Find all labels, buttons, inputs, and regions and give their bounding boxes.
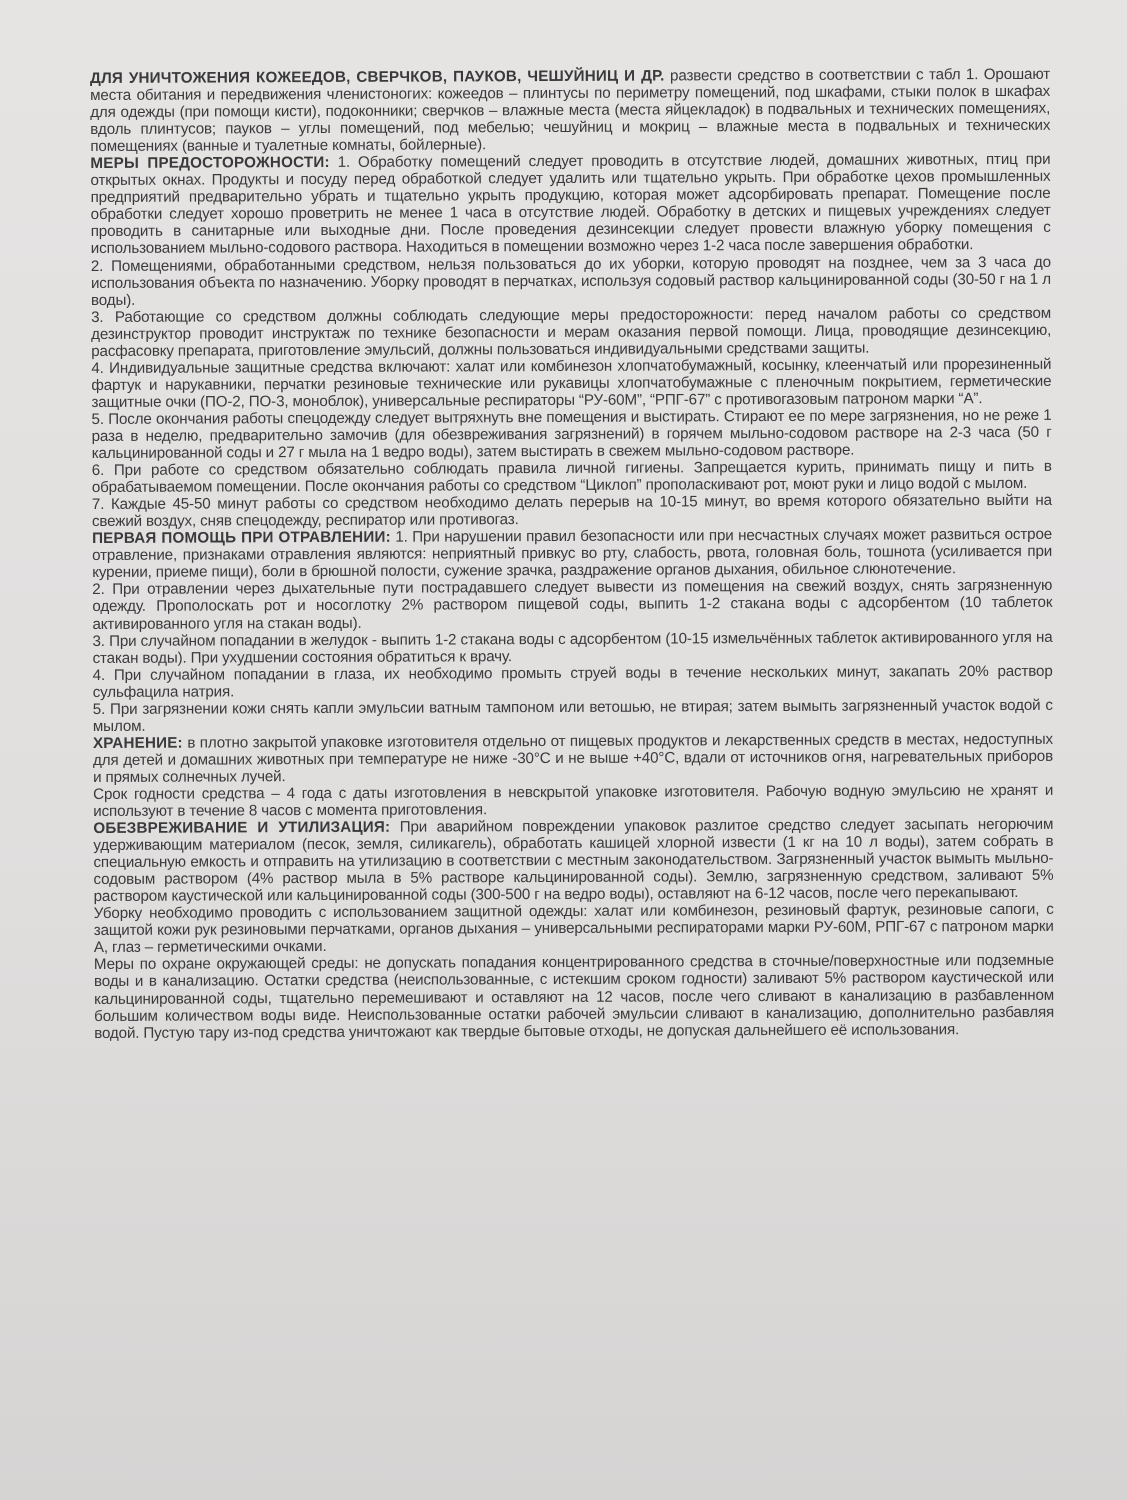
disposal-text: При аварийном повреждении упаковок разлитое средство следует засыпать негорючим удерживающим материалом (песок, земля, силикагель), обработать кашицей хлорной извести (1 кг на 10 л воды), затем собрать в специальную емкость и отправить на утилизацию в соответствии с местным законодательством. Загрязненный участок вымыть мыльно-содовым раствором (4% раствор мыла в 5% растворе кальцинированной соды). Землю, загрязненную средством, заливают 5% раствором каустической или кальцинированной соды (300-500 г на ведро воды), оставляют на 6-12 часов, после чего перекапывают. (93, 815, 1054, 906)
disposal-heading: ОБЕЗВРЕЖИВАНИЕ И УТИЛИЗАЦИЯ: (93, 818, 391, 838)
first-aid-item-1: 1. При нарушении правил безопасности или при несчастных случаях может развиться острое отравление, признаками отравления являются: неприятный привкус во рту, слабость, рвота, головная боль, тошнота (усиливается при курении, приеме пищи), боли в брюшной полости, сужение зрачка, раздражение органов дыхания, обильное слюнотечение. (92, 526, 1053, 582)
first-aid-item-3: 3. При случайном попадании в желудок - выпить 1-2 стакана воды с адсорбентом (10-15 измельчённых таблеток активированного угля на стакан воды). При ухудшении состояния обратиться к врачу. (92, 628, 1053, 667)
precautions-item-1: 1. Обработку помещений следует проводить в отсутствие людей, домашних животных, птиц при открытых окнах. Продукты и посуду перед обработкой следует удалить или тщательно укрыть. При обработке цехов промышленных предприятий предварительно убрать и тщательно укрыть продукцию, которая может адсорбировать препарат. Помещение после обработки следует хорошо проветрить не менее 1 часа в отсутствие людей. Обработку в детских и пищевых учреждениях следует проводить в санитарные или выходные дни. После проведения дезинсекции следует провести влажную уборку помещения с использованием мыльно-содового раствора. Находиться в помещении возможно через 1-2 часа после завершения обработки. (90, 151, 1051, 258)
storage-heading: ХРАНЕНИЕ: (92, 734, 183, 752)
shelf-life-paragraph: Срок годности средства – 4 года с даты изготовления в невскрытой упаковке изготовителя. Рабочую водную эмульсию не хранят и используют в течение 8 часов с момента приготовления. (93, 781, 1054, 821)
precautions-heading: МЕРЫ ПРЕДОСТОРОЖНОСТИ: (90, 154, 330, 173)
disposal-paragraph (93, 816, 1053, 905)
precautions-item-4: 4. Индивидуальные защитные средства включают: халат или комбинезон хлопчатобумажный, косынку, клеенчатый или прорезиненный фартук и нарукавники, перчатки резиновые технические или рукавицы хлопчатобумажные с пленочным покрытием, герметические защитные очки (ПО-2, ПО-3, моноблок), универсальные респираторы “РУ-60М”, “РПГ-67” с противогазовым патроном марки “А”. (91, 355, 1052, 411)
precautions-item-3: 3. Работающие со средством должны соблюдать следующие меры предосторожности: перед началом работы со средством дезинструктор проводит инструктаж по технике безопасности и мерам оказания первой помощи. Лица, проводящие дезинсекцию, расфасовку препарата, приготовление эмульсий, должны пользоваться индивидуальными средствами защиты. (91, 304, 1052, 360)
precautions-item-2: 2. Помещениями, обработанными средством, нельзя пользоваться до их уборки, которую проводят на позднее, чем за 3 часа до использования объекта по назначению. Уборку проводят в перчатках, используя содовый раствор кальцинированной соды (30-50 г на 1 л воды). (90, 253, 1051, 309)
precautions-item-6: 6. При работе со средством обязательно соблюдать правила личной гигиены. Запрещается курить, принимать пищу и пить в обрабатываемом помещении. После окончания работы со средством “Циклоп” прополаскивают рот, моют руки и лицо водой с мылом. (91, 457, 1052, 497)
precautions-item-5: 5. После окончания работы спецодежду следует вытряхнуть вне помещения и выстирать. Стирают ее по мере загрязнения, но не реже 1 раза в неделю, предварительно замочив (для обезвреживания загрязнений) в горячем мыльно-содовом растворе на 2-3 часа (50 г кальцинированной соды и 27 г мыла на 1 ведро воды), затем выстирать в свежем мыльно-содовом растворе. (91, 406, 1052, 463)
cleanup-paragraph: Уборку необходимо проводить с использованием защитной одежды: халат или комбинезон, резиновый фартук, резиновые сапоги, с защитой кожи рук резиновыми перчатками, органов дыхания – универсальными респираторами марки РУ-60М, РПГ-67 с патроном марки А, глаз – герметическими очками. (93, 901, 1054, 957)
intro-text: развести средство в соответствии с табл 1. Орошают места обитания и передвижения членистоногих: кожеедов – плинтусы по периметру помещений, под шкафами, стыки полок в шкафах для одежды (при помощи кисти), подоконники; сверчков – влажные места (места яйцекладок) в подвальных и технических помещениях, вдоль плинтусов; пауков – углы помещений, под мебелью; чешуйниц и мокриц – влажные места в подвальных и технических помещениях (ванные и туалетные комнаты, бойлерные). (90, 65, 1051, 156)
first-aid-item-4: 4. При случайном попадании в глаза, их необходимо промыть струей воды в течение нескольких минут, закапать 20% раствор сульфацила натрия. (92, 662, 1053, 701)
intro-paragraph (90, 66, 1050, 155)
precautions-paragraph (90, 151, 1050, 257)
first-aid-paragraph (92, 526, 1052, 581)
environment-paragraph: Меры по охране окружающей среды: не допускать попадания концентрированного средства в сточные/поверхностные или подземные воды и в канализацию. Остатки средства (неиспользованные, с истекшим сроком годности) заливают 5% раствором каустической или кальцинированной соды, тщательно перемешивают и оставляют на 12 часов, после чего сливают в канализацию в разбавленном большим количеством воды виде. Неиспользованные остатки рабочей эмульсии сливают в канализацию, дополнительно разбавляя водой. Пустую тару из-под средства уничтожают как твердые бытовые отходы, не допуская дальнейшего её использования. (93, 952, 1055, 1042)
precautions-item-7: 7. Каждые 45-50 минут работы со средством необходимо делать перерыв на 10-15 минут, во время которого обязательно выйти на свежий воздух, сняв спецодежду, респиратор или противогаз. (91, 491, 1052, 531)
first-aid-heading: ПЕРВАЯ ПОМОЩЬ ПРИ ОТРАВЛЕНИИ: (92, 528, 391, 548)
first-aid-item-5: 5. При загрязнении кожи снять капли эмульсии ватным тампоном или ветошью, не втирая; затем вымыть загрязненный участок водой с мылом. (92, 696, 1053, 735)
intro-heading: ДЛЯ УНИЧТОЖЕНИЯ КОЖЕЕДОВ, СВЕРЧКОВ, ПАУКОВ, ЧЕШУЙНИЦ И ДР. (90, 67, 665, 87)
first-aid-item-2: 2. При отравлении через дыхательные пути пострадавшего следует вывести из помещения на свежий воздух, снять загрязненную одежду. Прополоскать рот и носоглотку 2% раствором пищевой соды, выпить 1-2 стакана воды с адсорбентом (10 таблеток активированного угля на стакан воды). (92, 577, 1053, 633)
storage-text: в плотно закрытой упаковке изготовителя отдельно от пищевых продуктов и лекарственных средств в местах, недоступных для детей и домашних животных при температуре не ниже -30°С и не выше +40°С, вдали от источников огня, нагревательных приборов и прямых солнечных лучей. (92, 730, 1054, 786)
instruction-text (90, 66, 1054, 1042)
storage-paragraph (93, 731, 1053, 786)
